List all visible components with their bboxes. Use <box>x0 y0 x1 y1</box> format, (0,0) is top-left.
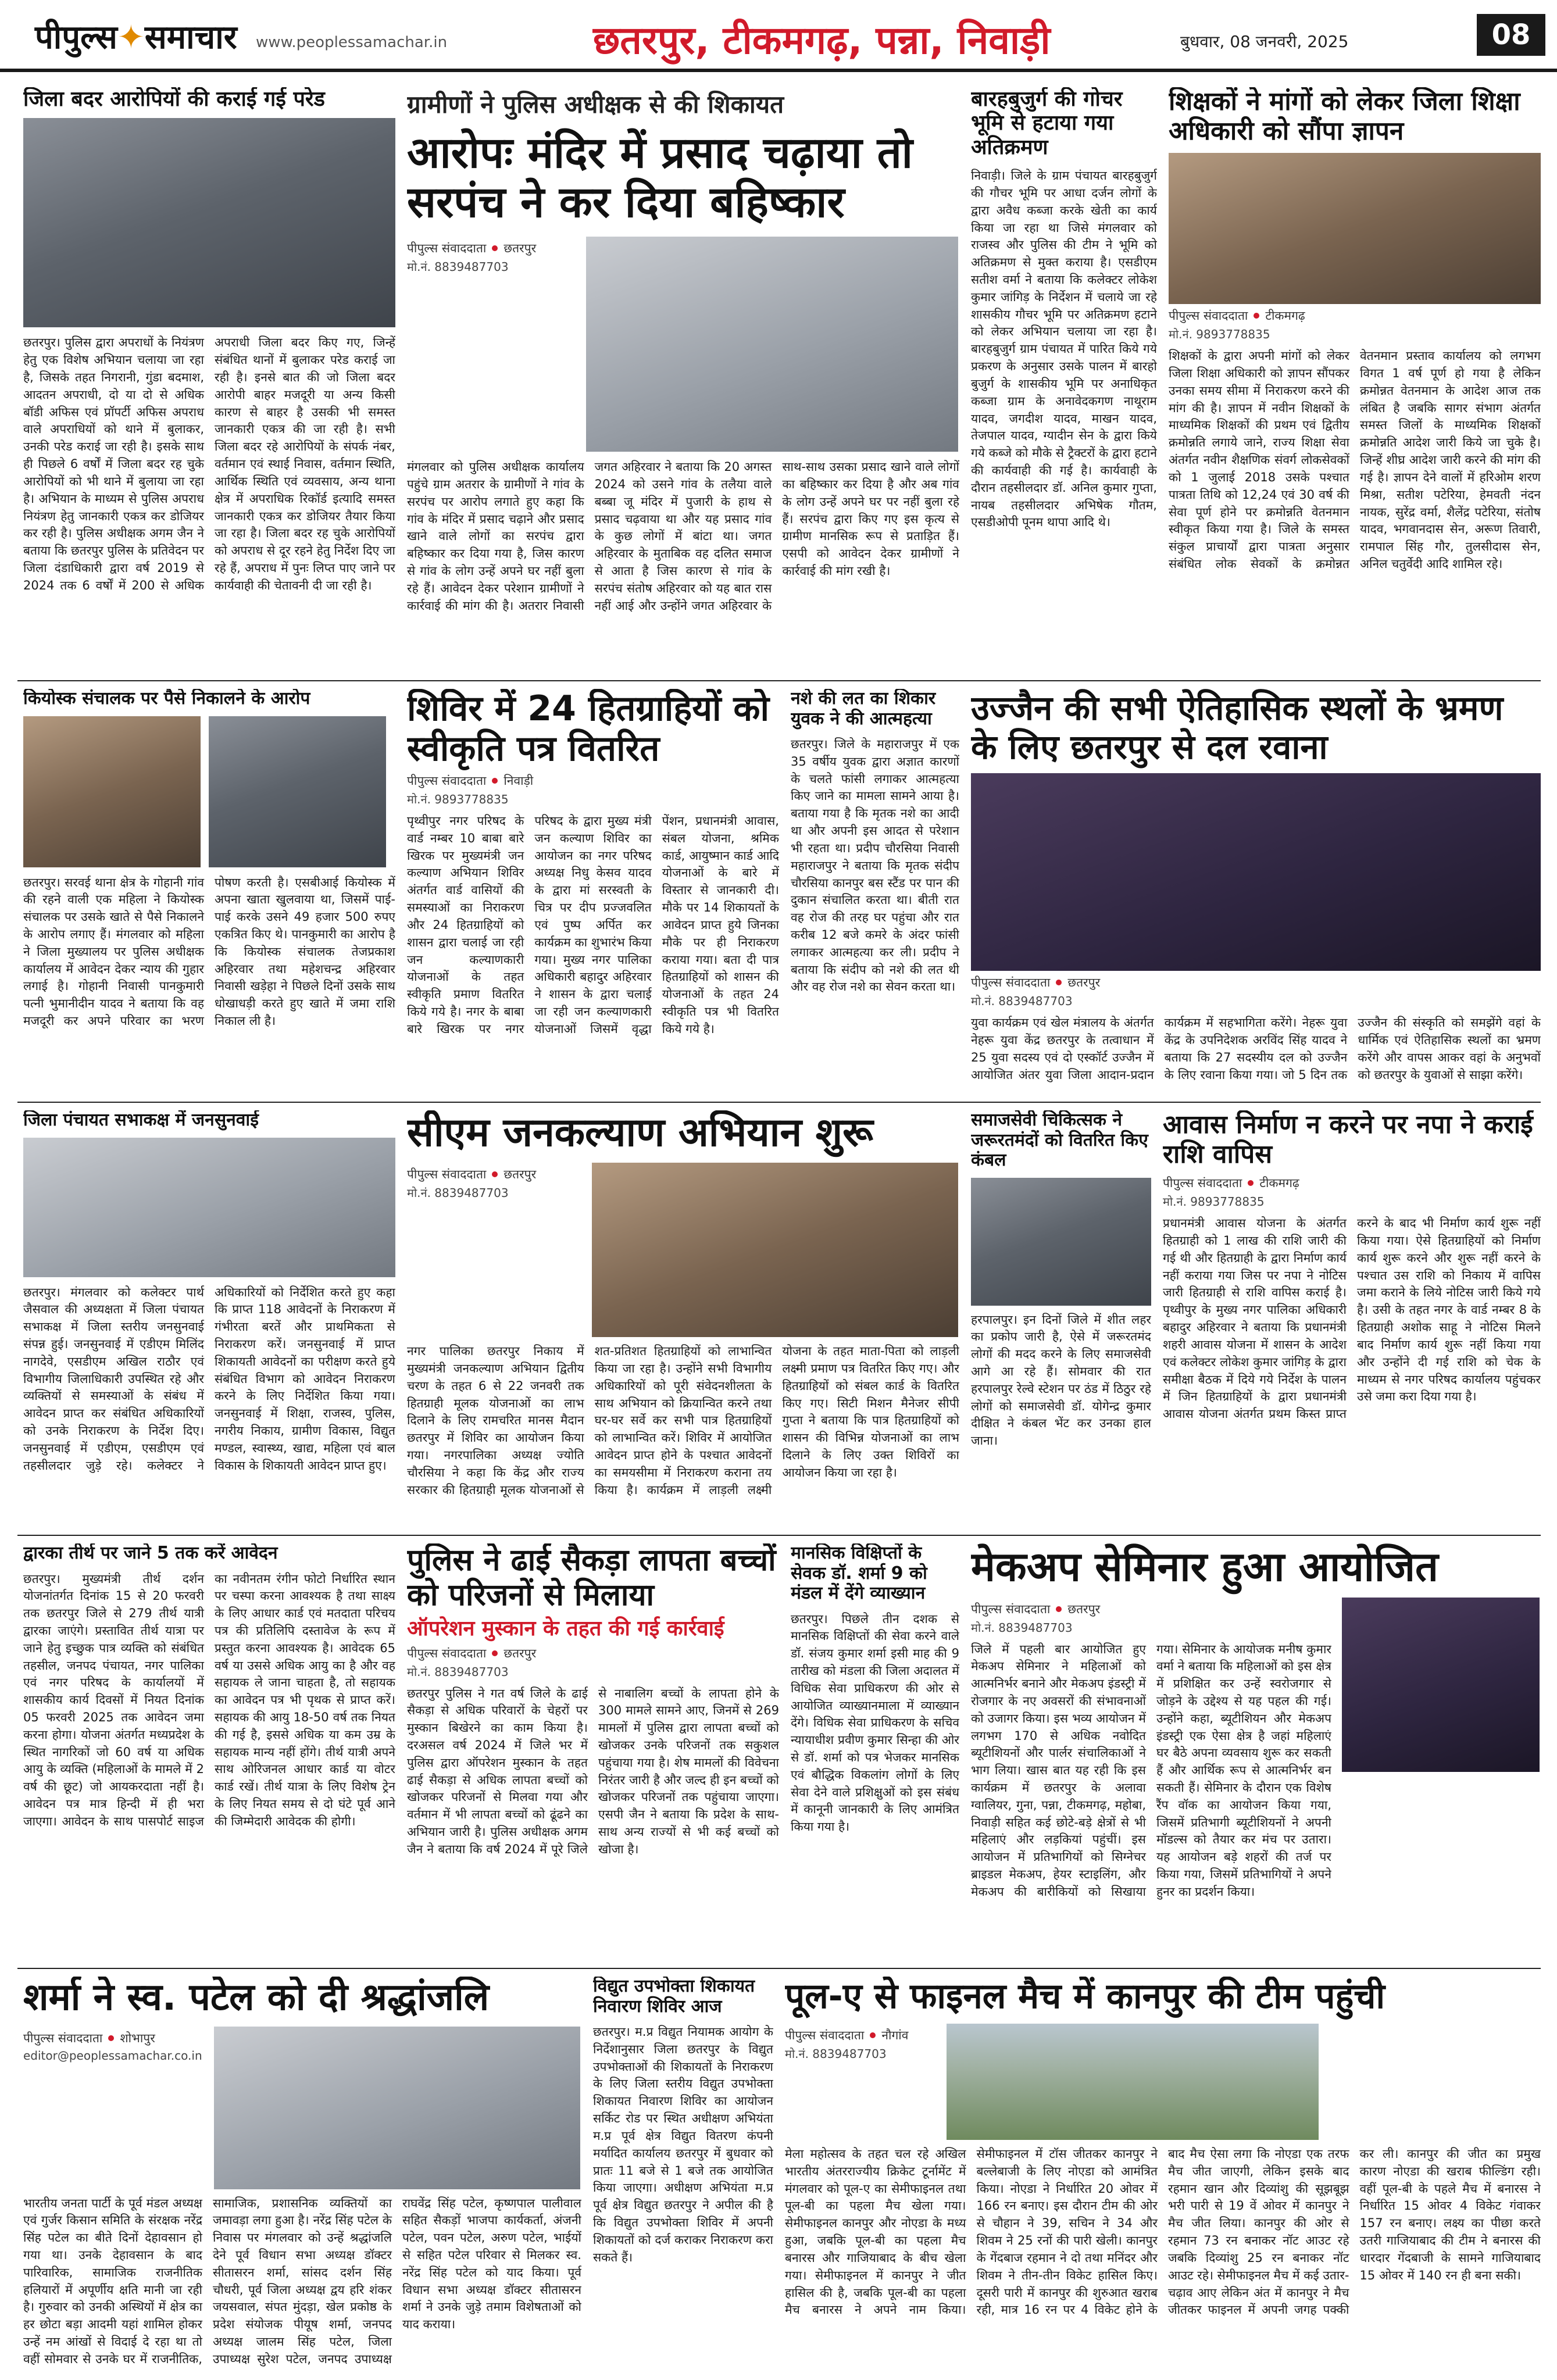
story-body: छतरपुर पुलिस ने गत वर्ष जिले के ढाई सैकड़ा से अधिक परिवारों के चेहरों पर मुस्कान बिखेरने का काम किया है। दरअसल वर्ष 2024 में जिले भर में पुलिस द्वारा ऑपरेशन मुस्कान के तहत ढाई सैकड़ा से अधिक लापता बच्चों को खोजकर परिजनों से मिलवा गया और वर्तमान में भी लापता बच्चों को ढूंढने का अभियान जारी है। पुलिस अधीक्षक अगम जैन ने बताया कि वर्ष 2024 में पूरे जिले से नाबालिग बच्चों के लापता होने के 300 मामले सामने आए, जिनमें से 269 मामलों में पुलिस द्वारा लापता बच्चों को खोजकर उनके परिजनों तक सकुशल पहुंचाया गया है। शेष मामलों की विवेचना निरंतर जारी है और जल्द ही इन बच्चों को खोजकर परिजनों तक पहुंचाया जाएगा। एसपी जैन ने बताया कि प्रदेश के साथ-साथ अन्य राज्यों से भी कई बच्चों को खोजा है। <box>407 1686 779 1856</box>
story-ujjain-trip <box>971 689 1541 1096</box>
bullet-icon <box>1248 1180 1254 1186</box>
headline: मानसिक विक्षिप्तों के सेवक डॉ. शर्मा 9 को मंडल में देंगे व्याख्यान <box>791 1543 927 1603</box>
story-body: छतरपुर। पिछले तीन दशक से मानसिक विक्षिप्तों की सेवा करने वाले डॉ. संजय कुमार शर्मा इसी माह की 9 तारीख को मंडला की जिला अदालत में विधिक सेवा प्राधिकरण की ओर से आयोजित व्याख्यानमाला में व्याख्यान देंगे। विधिक सेवा प्राधिकरण के सचिव न्यायाधीश प्रवीण कुमार सिन्हा की ओर से डॉ. शर्मा को पत्र भेजकर मानसिक एवं बौद्धिक विकलांग लोगों के लिए सेवा देने वाले प्रशिक्षुओं को इस संबंध में कानूनी जानकारी के लिए आमंत्रित किया गया है। <box>791 1611 959 1834</box>
photo-makeup-stage <box>1342 1598 1540 1772</box>
editor-email: editor@peoplessamachar.co.in <box>23 2048 202 2063</box>
bullet-icon <box>492 1171 498 1177</box>
headline: आवास निर्माण न करने पर नपा ने कराई राशि वापिस <box>1163 1110 1533 1169</box>
byline: पीपुल्स संवाददाता छतरपुर <box>407 1646 537 1660</box>
subheadline: ऑपरेशन मुस्कान के तहत की गई कार्रवाई <box>407 1616 724 1641</box>
edition-date: बुधवार, 08 जनवरी, 2025 <box>1180 32 1349 51</box>
story-approval-letters <box>407 689 779 1096</box>
bullet-icon <box>870 2032 876 2038</box>
photo-villagers <box>586 237 958 452</box>
bullet-icon <box>492 778 498 784</box>
story-body: छतरपुर। जिले के महाराजपुर में एक 35 वर्षीय युवक द्वारा अज्ञात कारणों के चलते फांसी लगाकर आत्महत्या किए जाने का मामला सामने आया है। बताया गया है कि मृतक नशे का आदी था और अपनी इस आदत से परेशान भी रहता था। प्रदीप चौरसिया निवासी महाराजपुर ने बताया कि मृतक संदीप चौरसिया कानपुर बस स्टैंड पर पान की दुकान संचालित करता था। बीती रात वह रोज की तरह घर पहुंचा और रात करीब 12 बजे कमरे के अंदर फांसी लगाकर आत्महत्या कर ली। प्रदीप ने बताया कि संदीप को नशे की लत थी और वह रोज नशे का सेवन करता था। <box>791 737 959 994</box>
bullet-icon <box>492 1650 498 1656</box>
story-missing-children <box>407 1543 779 1962</box>
story-body: पृथ्वीपुर नगर परिषद के वार्ड नम्बर 10 बाबा बारे खिरक पर मुख्यमंत्री जन कल्याण अभियान शिविर अंतर्गत वार्ड वासियों की समस्याओं का निराकरण और 24 हितग्राहियों को शासन द्वारा चलाई जा रही जन कल्याणकारी योजनाओं के तहत स्वीकृति प्रमाण वितरित किये गये है। नगर के बाबा बारे खिरक पर नगर परिषद के द्वारा मुख्य मंत्री जन कल्याण शिविर का आयोजन का नगर परिषद अध्यक्ष निधु केसव यादव के द्वारा मां सरस्वती के चित्र पर दीप प्रज्जवलित एवं पुष्प अर्पित कर कार्यक्रम का शुभारंभ किया गया। मुख्य नगर पालिका अधिकारी बहादुर अहिरवार ने शासन के द्वारा चलाई जा रही जन कल्याणकारी योजनाओं जिसमें वृद्धा पेंशन, प्रधानमंत्री आवास, संबल योजना, श्रमिक कार्ड, आयुष्मान कार्ड आदि योजनाओं के बारे में विस्तार से जानकारी दी। मौके पर 14 शिकायतों के आवेदन प्राप्त हुये जिनका मौके पर ही निराकरण कराया गया। बता दी पात्र हितग्राहियों को शासन की योजनाओं के तहत 24 स्वीकृति पत्र भी वितरित किये गये है। <box>407 814 779 1036</box>
photo-parade <box>23 118 395 327</box>
story-body: छतरपुर। म.प्र विद्युत नियामक आयोग के निर्देशानुसार जिला छतरपुर के विद्युत उपभोक्ताओं की शिकायतों के निराकरण के लिए जिला स्तरीय विद्युत उपभोक्ता शिकायत निवारण शिविर का आयोजन सर्किट रोड पर स्थित अधीक्षण अभियंता म.प्र पूर्व क्षेत्र विद्युत वितरण कंपनी मर्यादित कार्यालय छतरपुर में बुधवार को प्रातः 11 बजे से 1 बजे तक आयोजित किया जाएगा। अधीक्षण अभियंता म.प्र पूर्व क्षेत्र विद्युत छतरपुर ने अपील की है कि विद्युत उपभोक्ता शिविर में अपनी शिकायतों को दर्ज कराकर निराकरण करा सकते हैं। <box>593 2025 773 2264</box>
byline: पीपुल्स संवाददाता टीकमगढ़ <box>1163 1176 1299 1191</box>
photo-camp <box>592 1163 958 1337</box>
story-body: छतरपुर। मंगलवार को कलेक्टर पार्थ जैसवाल की अध्यक्षता में जिला पंचायत सभाकक्ष में जिला स्तरीय जनसुनवाई संपन्न हुई। जनसुनवाई में एडीएम मिलिंद नागदेवे, एसडीएम अखिल राठौर एवं विभागीय जिलाधिकारी उपस्थित रहे और व्यक्तियों से समस्याओं के संबंध में आवेदन प्राप्त कर संबंधित अधिकारियों को उनके निराकरण के निर्देश दिए। जनसुनवाई में एडीएम, एसडीएम एवं तहसीलदार जुड़े रहे। कलेक्टर ने अधिकारियों को निर्देशित करते हुए कहा कि प्राप्त 118 आवेदनों के निराकरण में गंभीरता बरतें और प्राथमिकता से निराकरण करें। जनसुनवाई में प्राप्त शिकायती आवेदनों का परीक्षण करते हुये संबंधित विभाग को आवेदन निराकरण करने के लिए निर्देशित किया गया। जनसुनवाई में शिक्षा, राजस्व, पुलिस, नगरीय निकाय, ग्रामीण विकास, विद्युत मण्डल, स्वास्थ्य, खाद्य, महिला एवं बाल विकास के शिकायती आवेदन प्राप्त हुए। <box>23 1285 395 1473</box>
story-body: निवाड़ी। जिले के ग्राम पंचायत बारहबुजुर्ग की गौचर भूमि पर आधा दर्जन लोगों के द्वारा अवैध कब्जा करके खेती का कार्य किया जा रहा था जिसे मंगलवार को राजस्व और पुलिस की टीम ने भूमि को अतिक्रमण से मुक्त कराया है। एसडीएम सतीश वर्मा ने बताया कि कलेक्टर लोकेश कुमार जांगिड़ के निर्देशन में चलाये जा रहे शासकीय गौचर भूमि पर अतिक्रमण हटाने को लेकर अभियान चलाया जा रहा है। बारहबुजुर्ग ग्राम पंचायत में पारित किये गये प्रकरण के अनुसार उसके पालन में बारहो बुजुर्ग के शासकीय भूमि पर अनाधिकृत कब्जा ग्राम के अनावेदकगण नाथूराम यादव, जगदीश यादव, माखन यादव, तेजपाल यादव, ग्यादीन सेन के द्वारा किये गये कब्जे को मौके से ट्रैक्टरों के द्वारा हटाने की कार्यवाही की गई है। कार्यवाही के दौरान तहसीलदार डॉ. अनिल कुमार गुप्ता, नायब तहसीलदार अभिषेक गौतम, एसडीओपी पूनम थापा आदि थे। <box>971 169 1157 530</box>
headline: बारहबुजुर्ग की गोचर भूमि से हटाया गया अतिक्रमण <box>971 87 1123 159</box>
headline: जिला पंचायत सभाकक्ष में जनसुनवाई <box>23 1110 259 1130</box>
reporter-mobile: मो.नं. 9893778835 <box>1163 1195 1265 1209</box>
story-dr-sharma-lecture <box>791 1543 959 1962</box>
story-body: छतरपुर। मुख्यमंत्री तीर्थ दर्शन योजनांतर्गत दिनांक 15 से 20 फरवरी तक छतरपुर जिले से 279 तीर्थ यात्री द्वारका जाएंगे। प्रस्तावित तीर्थ यात्रा पर जाने हेतु इच्छुक पात्र व्यक्ति को संबंधित तहसील, जनपद पंचायत, नगर पालिका एवं नगर परिषद के कार्यालयों में शासकीय कार्य दिवसों में नियत दिनांक 05 फरवरी 2025 तक आवेदन जमा करना होगा। योजना अंतर्गत मध्यप्रदेश के स्थित नागरिकों जो 60 वर्ष या अधिक आयु के व्यक्ति (महिलाओं के मामले में 2 वर्ष की छूट) जो आयकरदाता नहीं है। आवेदन पत्र मात्र हिन्दी में ही भरा जाएगा। आवेदन के साथ पासपोर्ट साइज का नवीनतम रंगीन फोटो निर्धारित स्थान पर चस्पा करना आवश्यक है तथा साक्ष्य के लिए आधार कार्ड एवं मतदाता परिचय पत्र की प्रतिलिपि दस्तावेज के रूप में प्रस्तुत करना आवश्यक है। आवेदक 65 वर्ष या उससे अधिक आयु का है और वह सहायक ले जाना चाहता है, तो सहायक का आवेदन पत्र भी पृथक से प्राप्त करें। सहायक की आयु 18-50 वर्ष तक नियत की गई है, इससे अधिक या कम उम्र के सहायक मान्य नहीं होंगे। तीर्थ यात्री अपने साथ ओरिजनल आधार कार्ड या वोटर कार्ड रखें। तीर्थ यात्रा के लिए विशेष ट्रेन के लिए नियत समय से दो घंटे पूर्व आने की जिम्मेदारी आवेदक की होगी। <box>23 1571 395 1828</box>
headline: विद्युत उपभोक्ता शिकायत निवारण शिविर आज <box>593 1977 755 2017</box>
headline: पूल-ए से फाइनल मैच में कानपुर की टीम पहुंची <box>785 1977 1385 2017</box>
headline: सीएम जनकल्याण अभियान शुरू <box>407 1110 873 1156</box>
story-makeup-seminar <box>971 1543 1541 1962</box>
reporter-mobile: मो.नं. 8839487703 <box>407 1664 509 1679</box>
reporter-mobile: मो.नं. 9893778835 <box>1169 327 1270 342</box>
story-body: छतरपुर। सरवई थाना क्षेत्र के गोहानी गांव की रहने वाली एक महिला ने कियोस्क संचालक पर उसके खाते से पैसे निकालने के आरोप लगाए हैं। मंगलवार को महिला ने जिला मुख्यालय पर पुलिस अधीक्षक कार्यालय में आवेदन देकर न्याय की गुहार लगाई है। गोहानी निवासी पानकुमारी पत्नी भुमानीदीन यादव ने बताया कि वह मजदूरी कर अपने परिवार का भरण पोषण करती है। एसबीआई कियोस्क में अपना खाता खुलवाया था, जिसमें पाई-पाई करके उसने 49 हजार 500 रुपए एकत्रित किए थे। पानकुमारी का आरोप है कि कियोस्क संचालक तेजप्रकाश अहिरवार तथा महेशचन्द्र अहिरवार निवासी खड़ेहा ने पिछले दिनों उसके साथ धोखाधड़ी करते हुए खाते में जमा राशि निकाल ली है। <box>23 875 395 1028</box>
story-district-exile-parade <box>23 87 395 674</box>
headline: नशे की लत का शिकार युवक ने की आत्महत्या <box>791 689 936 729</box>
story-kiosk-fraud <box>23 689 395 1096</box>
story-encroachment-removed <box>971 87 1157 674</box>
photo-cricket-ground <box>947 2024 1319 2140</box>
divider <box>17 680 1541 681</box>
story-housing-refund <box>1163 1110 1541 1529</box>
region-title: छतरपुर, टीकमगढ़, पन्ना, निवाड़ी <box>593 18 1051 63</box>
headline: समाजसेवी चिकित्सक ने जरूरतमंदों को वितरित किए कंबल <box>971 1110 1148 1170</box>
reporter-mobile: मो.नं. 8839487703 <box>407 1186 509 1200</box>
reporter-mobile: मो.नं. 8839487703 <box>407 260 509 274</box>
reporter-mobile: मो.नं. 8839487703 <box>971 1620 1073 1635</box>
story-body: भारतीय जनता पार्टी के पूर्व मंडल अध्यक्ष एवं गुर्जर किसान समिति के संरक्षक नरेंद्र सिंह पटेल का बीते दिनों देहावसान हो गया था। उनके देहावसान के बाद पारिवारिक, सामाजिक राजनीतिक हलियारों में अपूर्णीय क्षति मानी जा रही है। गुरुवार को उनकी अस्थियों में क्षेत्र का हर छोटा बड़ा आदमी यहां शामिल होकर उन्हें नम आंखों से विदाई दे रहा था तो वहीं सोमवार से उनके घर में राजनीतिक, सामाजिक, प्रशासनिक व्यक्तियों का जमावड़ा लगा हुआ है। नरेंद्र सिंह पटेल के निवास पर मंगलवार को उन्हें श्रद्धांजलि देने पूर्व विधान सभा अध्यक्ष डॉक्टर सीतासरन शर्मा, सांसद दर्शन सिंह चौधरी, पूर्व जिला अध्यक्ष द्वय हरि शंकर जयसवाल, संपत मुंदड़ा, खेल प्रकोष्ठ के प्रदेश संयोजक पीयूष शर्मा, जनपद अध्यक्ष जालम सिंह पटेल, जिला उपाध्यक्ष सुरेश पटेल, जनपद उपाध्यक्ष राघवेंद्र सिंह पटेल, कृष्णपाल पालीवाल सहित सैकड़ों भाजपा कार्यकर्ता, अंजनी पटेल, पवन पटेल, अरुण पटेल, भाईयों से सहित पटेल परिवार से मिलकर स्व. नरेंद्र सिंह पटेल को याद किया। पूर्व विधान सभा अध्यक्ष डॉक्टर सीतासरन शर्मा ने उनके जुड़े तमाम विशेषताओं को याद कराया। <box>23 2196 581 2366</box>
story-body: प्रधानमंत्री आवास योजना के अंतर्गत हितग्राही को 1 लाख की राशि जारी की गई थी और हितग्राही के द्वारा निर्माण कार्य नहीं कराया गया जिस पर नपा ने नोटिस जारी हितग्राही से राशि वापिस कराई है। पृथ्वीपुर के मुख्य नगर पालिका अधिकारी बहादुर अहिरवार ने बताया कि प्रधानमंत्री शहरी आवास योजना में शासन के आदेश एवं कलेक्टर लोकेश कुमार जांगिड़ के द्वारा समीक्षा बैठक में दिये गये निर्देश के पालन में जिन हितग्राहियों के द्वारा प्रधानमंत्री आवास योजना अंतर्गत प्रथम किस्त प्राप्त करने के बाद भी निर्माण कार्य शुरू नहीं किया गया। ऐसे हितग्राहियों को निर्माण कार्य शुरू करने और शुरू नहीं करने के पश्चात उस राशि को निकाय में वापिस जमा कराने के लिये नोटिस जारी किये गये है। उसी के तहत नगर के वार्ड नम्बर 8 के हितग्राही अशोक साहू ने नोटिस मिलने बाद निर्माण कार्य शुरू नहीं किया गया और उन्होंने दी गई राशि को चेक के माध्यम से नगर परिषद कार्यालय पहुंचकर उसे जमा करा दिया गया है। <box>1163 1216 1541 1421</box>
headline: द्वारका तीर्थ पर जाने 5 तक करें आवेदन <box>23 1543 278 1563</box>
byline: पीपुल्स संवाददाता छतरपुर <box>407 1167 537 1182</box>
story-tribute-patel <box>23 1977 581 2372</box>
byline: पीपुल्स संवाददाता शोभापुर <box>23 2031 155 2045</box>
masthead <box>0 0 1557 72</box>
reporter-mobile: मो.नं. 9893778835 <box>407 792 509 806</box>
reporter-mobile: मो.नं. 8839487703 <box>971 994 1073 1009</box>
photo-tribute <box>214 2027 580 2189</box>
bullet-icon <box>1254 313 1259 319</box>
byline: पीपुल्स संवाददाता नौगांव <box>785 2028 909 2042</box>
photo-teachers <box>1169 153 1541 304</box>
photo-blankets <box>971 1178 1151 1306</box>
story-cricket-kanpur <box>785 1977 1541 2372</box>
story-electricity-camp <box>593 1977 773 2372</box>
headline: पुलिस ने ढाई सैकड़ा लापता बच्चों को परिजनों से मिलाया <box>407 1543 776 1613</box>
story-cm-welfare-campaign <box>407 1110 959 1529</box>
story-body: छतरपुर। पुलिस द्वारा अपराधों के नियंत्रण हेतु एक विशेष अभियान चलाया जा रहा है, जिसके तहत निगरानी, गुंडा बदमाश, आदतन अपराधी, दो या दो से अधिक बॉडी अफिस एवं प्रॉपर्टी अफिस अपराध वाले अपराधियों को थाने में बुलाकर, उनकी परेड कराई जा रही है। इसके साथ ही पिछले 6 वर्षों में जिला बदर रह चुके आरोपियों को भी थाने में बुलाया जा रहा है। अभियान के माध्यम से पुलिस अपराध नियंत्रण हेतु जानकारी एकत्र कर डोजियर कर रही है। पुलिस अधीक्षक अगम जैन ने बताया कि छतरपुर पुलिस के प्रतिवेदन पर जिला दंडाधिकारी द्वारा वर्ष 2019 से 2024 तक 6 वर्षों में 200 से अधिक अपराधी जिला बदर किए गए, जिन्हें संबंधित थानों में बुलाकर परेड कराई जा रही है। इनसे बात की जो जिला बदर आरोपी बाहर मजदूरी या अन्य किसी कारण से बाहर है उसकी भी समस्त जानकारी एकत्र की जा रही है। सभी जिला बदर रहे आरोपियों के संपर्क नंबर, वर्तमान एवं स्थाई निवास, वर्तमान स्थिति, आर्थिक स्थिति एवं व्यवसाय, अन्य थाना क्षेत्र में अपराधिक रिकॉर्ड इत्यादि समस्त जानकारी एकत्र कर डोजियर तैयार किया जा रहा है। जिला बदर रह चुके आरोपियों को अपराध से दूर रहने हेतु निर्देश दिए जा रहे हैं, अपराध में पुनः लिप्त पाए जाने पर कार्यवाही की चेतावनी दी जा रही है। <box>23 335 395 592</box>
divider <box>17 1535 1541 1536</box>
headline: जिला बदर आरोपियों की कराई गई परेड <box>23 87 325 111</box>
bullet-icon <box>1056 1606 1062 1612</box>
story-body: मेला महोत्सव के तहत चल रहे अखिल भारतीय अंतरराज्यीय क्रिकेट टूर्नामेंट में मंगलवार को पूल-ए का सेमीफाइनल तथा पूल-बी का पहला मैच खेला गया। सेमीफाइनल कानपुर और नोएडा के मध्य हुआ, जबकि पूल-बी का पहला मैच बनारस और गाजियाबाद के बीच खेला गया। सेमीफाइनल में कानपुर ने जीत हासिल की है, जबकि पूल-बी का पहला मैच बनारस ने अपने नाम किया। सेमीफाइनल में टॉस जीतकर कानपुर ने बल्लेबाजी के लिए नोएडा को आमंत्रित किया। नोएडा ने निर्धारित 20 ओवर में 166 रन बनाए। इस दौरान टीम की ओर से चौहान ने 39, सचिन ने 34 और शिवम ने 25 रनों की पारी खेली। कानपुर के गेंदबाज रहमान ने दो तथा मनिंदर और शिवम ने तीन-तीन विकेट हासिल किए। दूसरी पारी में कानपुर की शुरुआत खराब रही, मात्र 16 रन पर 4 विकेट होने के बाद मैच ऐसा लगा कि नोएडा एक तरफ मैच जीत जाएगी, लेकिन इसके बाद रहमान खान और दिव्यांशु की सूझबूझ भरी पारी से 19 वें ओवर में कानपुर ने मैच जीत लिया। कानपुर की ओर से रहमान 73 रन बनाकर नॉट आउट रहे जबकि दिव्यांशु 25 रन बनाकर नॉट आउट रहे। सेमीफाइनल मैच में कई उतार-चढ़ाव आए लेकिन अंत में कानपुर ने मैच जीतकर फाइनल में अपनी जगह पक्की कर ली। कानपुर की जीत का प्रमुख कारण नोएडा की खराब फील्डिंग रही। वहीं पूल-बी के पहले मैच में बनारस ने निर्धारित 15 ओवर 4 विकेट गंवाकर 157 रन बनाए। लक्ष्य का पीछा करते उतरी गाजियाबाद की टीम ने बनारस की धारदार गेंदबाजी के सामने गाजियाबाद 15 ओवर में 140 रन ही बना सकी। <box>785 2147 1541 2317</box>
story-body: हरपालपुर। इन दिनों जिले में शीत लहर का प्रकोप जारी है, ऐसे में जरूरतमंद लोगों की मदद करने के लिए समाजसेवी आगे आ रहे हैं। सोमवार की रात हरपालपुर रेल्वे स्टेशन पर ठंड में ठिठुर रहे लोगों को समाजसेवी डॉ. योगेन्द्र कुमार दीक्षित ने कंबल भेंट कर उनका हाल जाना। <box>971 1312 1151 1448</box>
story-dwarka-pilgrimage <box>23 1543 395 1962</box>
headline: आरोपः मंदिर में प्रसाद चढ़ाया तो सरपंच ने कर दिया बहिष्कार <box>407 128 913 228</box>
photo-hearing-hall <box>23 1138 395 1277</box>
photo-complainant-woman <box>209 716 386 867</box>
story-body: मंगलवार को पुलिस अधीक्षक कार्यालय पहुंचे ग्राम अतरार के ग्रामीणों ने गांव के सरपंच पर आरोप लगाते हुए कहा कि गांव के मंदिर में प्रसाद चढ़ाने और प्रसाद खाने वाले लोगों का सरपंच द्वारा बहिष्कार कर दिया गया है, जिस कारण से गांव के लोग उन्हें अपने घर नहीं बुला रहे हैं। आवेदन देकर परेशान ग्रामीणों ने कार्रवाई की मांग की है। अतरार निवासी जगत अहिरवार ने बताया कि 20 अगस्त 2024 को उसने गांव के तलैया वाले बब्बा जू मंदिर में पुजारी के हाथ से प्रसाद चढ़वाया था और यह प्रसाद गांव के कुछ लोगों में बांटा था। जगत अहिरवार के मुताबिक वह दलित समाज से आता है जिस कारण से गांव के सरपंच संतोष अहिरवार को यह बात रास नहीं आई और उन्होंने जगत अहिरवार के साथ-साथ उसका प्रसाद खाने वाले लोगों का बहिष्कार कर दिया है और अब गांव के लोग उन्हें अपने घर पर नहीं बुला रहे हैं। सरपंच द्वारा किए गए इस कृत्य से ग्रामीण मानसिक रूप से प्रताड़ित हैं। एसपी को आवेदन देकर ग्रामीणों ने कार्रवाई की मांग रखी है। <box>407 460 959 613</box>
byline: पीपुल्स संवाददाता छतरपुर <box>971 1602 1101 1616</box>
story-temple-prasad-boycott <box>407 87 959 674</box>
newspaper-logo: पीपुल्स✦समाचार <box>35 19 237 56</box>
byline: पीपुल्स संवाददाता छतरपुर <box>407 241 537 256</box>
headline: मेकअप सेमिनार हुआ आयोजित <box>971 1543 1438 1591</box>
divider <box>17 1102 1541 1103</box>
website-url: www.peoplessamachar.in <box>256 34 448 51</box>
story-body: नगर पालिका छतरपुर निकाय में मुख्यमंत्री जनकल्याण अभियान द्वितीय चरण के तहत 6 से 22 जनवरी तक हितग्राही मूलक योजनाओं का लाभ दिलाने के लिए रामचरित मानस मैदान छतरपुर में शिविर का आयोजन किया गया। नगरपालिका अध्यक्ष ज्योति चौरसिया ने कहा कि केंद्र और राज्य सरकार की हितग्राही मूलक योजनाओं से शत-प्रतिशत हितग्राहियों को लाभान्वित किया जा रहा है। उन्होंने सभी विभागीय अधिकारियों को पूरी संवेदनशीलता के साथ अभियान को क्रियान्वित करने तथा घर-घर सर्वे कर सभी पात्र हितग्राहियों को लाभान्वित करें। शिविर में आयोजित आवेदन प्राप्त होने के पश्चात आवेदनों का समयसीमा में निराकरण कराना तय किया है। कार्यक्रम में लाड़ली लक्ष्मी योजना के तहत माता-पिता को लाड़ली लक्ष्मी प्रमाण पत्र वितरित किए गए। और हितग्राहियों को संबल कार्ड के वितरित किए गए। सिटी मिशन मैनेजर सीपी गुप्ता ने बताया कि पात्र हितग्राहियों को शासन की विभिन्न योजनाओं का लाभ दिलाने के लिए उक्त शिविरों का आयोजन किया जा रहा है। <box>407 1344 959 1497</box>
story-public-hearing <box>23 1110 395 1529</box>
story-blanket-distribution <box>971 1110 1151 1529</box>
byline: पीपुल्स संवाददाता टीकमगढ़ <box>1169 309 1305 323</box>
story-teachers-memorandum <box>1169 87 1541 674</box>
photo-complainant-man <box>23 716 201 867</box>
reporter-mobile: मो.नं. 8839487703 <box>785 2047 887 2061</box>
bullet-icon <box>108 2035 114 2041</box>
headline: शिक्षकों ने मांगों को लेकर जिला शिक्षा अधिकारी को सौंपा ज्ञापन <box>1169 87 1520 146</box>
headline: उज्जैन की सभी ऐतिहासिक स्थलों के भ्रमण के लिए छतरपुर से दल रवाना <box>971 689 1504 767</box>
photo-youth-group <box>971 773 1541 971</box>
story-body: जिले में पहली बार आयोजित हुए मेकअप सेमिनार ने महिलाओं को आत्मनिर्भर बनाने और मेकअप इंडस्ट्री में रोजगार के नए अवसरों की संभावनाओं को उजागर किया। इस भव्य आयोजन में लगभग 170 से अधिक नवोदित ब्यूटीशियनों और पार्लर संचालिकाओं ने भाग लिया। खास बात यह रही कि इस कार्यक्रम में छतरपुर के अलावा ग्वालियर, गुना, पन्ना, टीकमगढ़, महोबा, निवाड़ी सहित कई छोटे-बड़े क्षेत्रों से भी महिलाएं और लड़कियां पहुंचीं। इस आयोजन में प्रतिभागियों को सिग्नेचर ब्राइडल मेकअप, हेयर स्टाइलिंग, और मेकअप की बारीकियों को सिखाया गया। सेमिनार के आयोजक मनीष कुमार वर्मा ने बताया कि महिलाओं को इस क्षेत्र में प्रशिक्षित कर उन्हें स्वरोजगार से जोड़ने के उद्देश्य से यह पहल की गई। उन्होंने कहा, ब्यूटीशियन और मेकअप इंडस्ट्री एक ऐसा क्षेत्र है जहां महिलाएं घर बैठे अपना व्यवसाय शुरू कर सकती हैं और आर्थिक रूप से आत्मनिर्भर बन सकती हैं। सेमिनार के दौरान एक विशेष रैंप वॉक का आयोजन किया गया, जिसमें प्रतिभागी ब्यूटीशियनों ने अपनी मॉडल्स को तैयार कर मंच पर उतारा। यह आयोजन बड़े शहरों की तर्ज पर किया गया, जिसमें प्रतिभागियों ने अपने हुनर का प्रदर्शन किया। <box>971 1642 1331 1899</box>
headline: शिविर में 24 हितग्राहियों को स्वीकृति पत्र वितरित <box>407 689 770 769</box>
story-body: युवा कार्यक्रम एवं खेल मंत्रालय के अंतर्गत नेहरू युवा केंद्र छतरपुर के तत्वाधान में 25 युवा सदस्य एवं दो एस्कॉर्ट उज्जैन में आयोजित अंतर युवा जिला आदान-प्रदान कार्यक्रम में सहभागिता करेंगे। नेहरू युवा केंद्र के उपनिदेशक अरविंद सिंह यादव ने बताया कि 27 सदस्यीय दल को उज्जैन के लिए रवाना किया गया। जो 5 दिन तक उज्जैन की संस्कृति को समझेंगे वहां के धार्मिक एवं ऐतिहासिक स्थलों का भ्रमण करेंगे और वापस आकर वहां के अनुभवों को छतरपुर के युवाओं से साझा करेंगे। <box>971 1016 1541 1082</box>
page-number: 08 <box>1477 14 1545 56</box>
byline: पीपुल्स संवाददाता छतरपुर <box>971 975 1101 990</box>
story-youth-suicide <box>791 689 959 1096</box>
byline: पीपुल्स संवाददाता निवाड़ी <box>407 774 534 788</box>
kicker: ग्रामीणों ने पुलिस अधीक्षक से की शिकायत <box>407 90 784 119</box>
bullet-icon <box>1056 980 1062 985</box>
headline: शर्मा ने स्व. पटेल को दी श्रद्धांजलि <box>23 1977 490 2019</box>
divider <box>17 1968 1541 1969</box>
headline: कियोस्क संचालक पर पैसे निकालने के आरोप <box>23 689 310 709</box>
story-body: शिक्षकों के द्वारा अपनी मांगों को लेकर जिला शिक्षा अधिकारी को ज्ञापन सौंपकर उनका समय सीमा में निराकरण करने की मांग की है। ज्ञापन में नवीन शिक्षकों के माध्यमिक शिक्षकों की प्रथम एवं द्वितीय क्रमोन्नति लगाये जाने, राज्य शिक्षा सेवा अंतर्गत नवीन शैक्षणिक संवर्ग लोकसेवकों को 1 जुलाई 2018 उसके पश्चात पात्रता तिथि को 12,24 एवं 30 वर्ष की सेवा पूर्ण होने पर क्रमोन्नति वेतनमान स्वीकृत किया गया है। जिले के समस्त संकुल प्राचार्यों द्वारा पात्रता अनुसार संबंधित लोक सेवकों के क्रमोन्नत वेतनमान प्रस्ताव कार्यालय को लगभग विगत 1 वर्ष पूर्ण हो गया है लेकिन क्रमोन्नत वेतनमान के आदेश आज तक लंबित है जबकि सागर संभाग अंतर्गत समस्त जिलों के माध्यमिक शिक्षकों क्रमोन्नति आदेश जारी किये जा चुके है। जिन्हें शीघ्र आदेश जारी करने की मांग की गई है। ज्ञापन देने वालों में हरिओम शरण मिश्रा, सतीश पटेरिया, हेमवती नंदन नायक, सुरेंद्र वर्मा, शैलेंद्र पटेरिया, संतोष यादव, भगवानदास सेन, अरूण तिवारी, रामपाल सिंह गौर, तुलसीदास सेन, अनिल चतुर्वेदी आदि शामिल रहे। <box>1169 349 1541 571</box>
bullet-icon <box>492 245 498 251</box>
